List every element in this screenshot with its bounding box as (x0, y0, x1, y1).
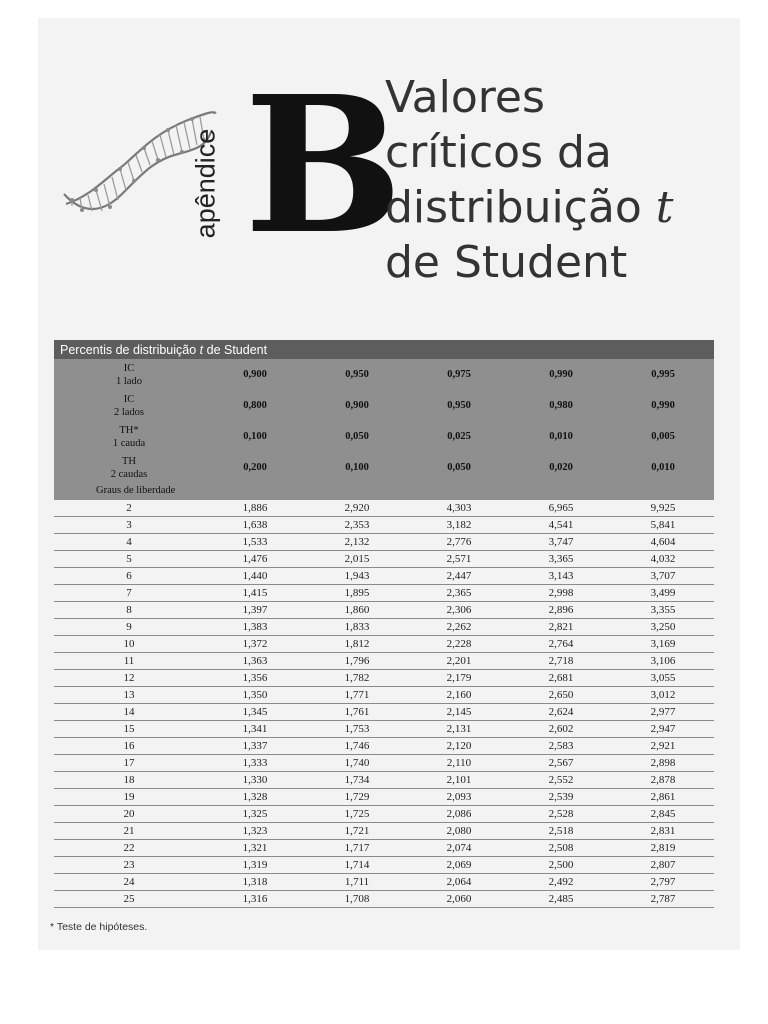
critical-value-cell: 1,363 (204, 653, 306, 670)
degrees-of-freedom-cell: 24 (54, 874, 204, 891)
critical-value-cell: 2,650 (510, 687, 612, 704)
header-value: 0,200 (204, 452, 306, 483)
critical-value-cell: 2,831 (612, 823, 714, 840)
critical-value-cell: 2,861 (612, 789, 714, 806)
critical-value-cell: 1,746 (306, 738, 408, 755)
degrees-of-freedom-cell: 21 (54, 823, 204, 840)
critical-value-cell: 2,306 (408, 602, 510, 619)
critical-value-cell: 2,353 (306, 517, 408, 534)
title-line: críticos da (385, 127, 612, 178)
table-row (54, 721, 714, 738)
critical-value-cell: 1,318 (204, 874, 306, 891)
critical-value-cell: 2,160 (408, 687, 510, 704)
critical-value-cell: 2,080 (408, 823, 510, 840)
header-label-line: 1 cauda (112, 437, 146, 449)
degrees-of-freedom-cell: 16 (54, 738, 204, 755)
header-value: 0,010 (612, 452, 714, 483)
critical-value-cell: 1,321 (204, 840, 306, 857)
t-distribution-table (54, 340, 714, 908)
critical-value-cell: 2,145 (408, 704, 510, 721)
critical-value-cell: 2,262 (408, 619, 510, 636)
critical-value-cell: 3,143 (510, 568, 612, 585)
header-value: 0,005 (612, 421, 714, 452)
critical-value-cell: 2,539 (510, 789, 612, 806)
header-label-line: 2 caudas (110, 468, 148, 480)
critical-value-cell: 2,947 (612, 721, 714, 738)
critical-value-cell: 2,819 (612, 840, 714, 857)
degrees-of-freedom-cell: 9 (54, 619, 204, 636)
caption-text: de Student (203, 342, 268, 357)
df-label: Graus de liberdade (54, 483, 204, 500)
critical-value-cell: 1,721 (306, 823, 408, 840)
critical-value-cell: 2,776 (408, 534, 510, 551)
degrees-of-freedom-cell: 22 (54, 840, 204, 857)
table-caption (54, 340, 714, 359)
critical-value-cell: 1,782 (306, 670, 408, 687)
critical-value-cell: 1,753 (306, 721, 408, 738)
critical-value-cell: 1,714 (306, 857, 408, 874)
critical-value-cell: 2,624 (510, 704, 612, 721)
critical-value-cell: 2,787 (612, 891, 714, 908)
critical-value-cell: 1,708 (306, 891, 408, 908)
table-row (54, 789, 714, 806)
critical-value-cell: 1,734 (306, 772, 408, 789)
critical-value-cell: 2,110 (408, 755, 510, 772)
critical-value-cell: 1,833 (306, 619, 408, 636)
header-value: 0,980 (510, 390, 612, 421)
critical-value-cell: 2,878 (612, 772, 714, 789)
critical-value-cell: 3,169 (612, 636, 714, 653)
critical-value-cell: 6,965 (510, 500, 612, 517)
critical-value-cell: 2,896 (510, 602, 612, 619)
degrees-of-freedom-cell: 20 (54, 806, 204, 823)
table-row (54, 670, 714, 687)
table-row (54, 585, 714, 602)
table-row (54, 806, 714, 823)
critical-value-cell: 2,797 (612, 874, 714, 891)
critical-value-cell: 1,328 (204, 789, 306, 806)
caption-text: Percentis de distribuição (60, 342, 200, 357)
critical-value-cell: 2,528 (510, 806, 612, 823)
df-spacer (204, 483, 306, 500)
critical-value-cell: 3,182 (408, 517, 510, 534)
critical-value-cell: 2,485 (510, 891, 612, 908)
header-row (54, 421, 714, 452)
degrees-of-freedom-cell: 10 (54, 636, 204, 653)
critical-value-cell: 2,228 (408, 636, 510, 653)
critical-value-cell: 3,355 (612, 602, 714, 619)
critical-value-cell: 2,681 (510, 670, 612, 687)
critical-value-cell: 3,707 (612, 568, 714, 585)
header-value: 0,050 (408, 452, 510, 483)
critical-value-cell: 2,074 (408, 840, 510, 857)
critical-value-cell: 9,925 (612, 500, 714, 517)
critical-value-cell: 1,319 (204, 857, 306, 874)
header-value: 0,020 (510, 452, 612, 483)
critical-value-cell: 2,845 (612, 806, 714, 823)
header-label-line: IC (123, 362, 135, 374)
critical-value-cell: 2,132 (306, 534, 408, 551)
header-label-line: TH* (119, 424, 139, 436)
degrees-of-freedom-cell: 5 (54, 551, 204, 568)
critical-value-cell: 5,841 (612, 517, 714, 534)
table-row (54, 840, 714, 857)
header-label-line: TH (122, 455, 136, 467)
degrees-of-freedom-cell: 3 (54, 517, 204, 534)
header-value: 0,950 (408, 390, 510, 421)
critical-value-cell: 2,179 (408, 670, 510, 687)
critical-value-cell: 2,492 (510, 874, 612, 891)
critical-value-cell: 2,131 (408, 721, 510, 738)
chapter-header (38, 18, 740, 318)
critical-value-cell: 2,086 (408, 806, 510, 823)
critical-value-cell: 1,350 (204, 687, 306, 704)
critical-value-cell: 3,055 (612, 670, 714, 687)
critical-value-cell: 1,323 (204, 823, 306, 840)
header-value: 0,900 (306, 390, 408, 421)
degrees-of-freedom-cell: 6 (54, 568, 204, 585)
critical-value-cell: 2,015 (306, 551, 408, 568)
critical-value-cell: 1,356 (204, 670, 306, 687)
table-row (54, 704, 714, 721)
table-row (54, 823, 714, 840)
critical-value-cell: 1,638 (204, 517, 306, 534)
critical-value-cell: 4,303 (408, 500, 510, 517)
degrees-of-freedom-cell: 11 (54, 653, 204, 670)
table-row (54, 517, 714, 534)
critical-value-cell: 3,250 (612, 619, 714, 636)
critical-value-cell: 1,440 (204, 568, 306, 585)
critical-value-cell: 1,316 (204, 891, 306, 908)
critical-value-cell: 1,333 (204, 755, 306, 772)
table-row (54, 755, 714, 772)
table-row (54, 534, 714, 551)
critical-value-cell: 1,895 (306, 585, 408, 602)
critical-value-cell: 2,567 (510, 755, 612, 772)
critical-value-cell: 1,812 (306, 636, 408, 653)
critical-value-cell: 1,533 (204, 534, 306, 551)
title-line: de Student (385, 237, 628, 288)
header-value: 0,025 (408, 421, 510, 452)
table-row (54, 551, 714, 568)
header-label (54, 390, 204, 421)
df-header-row (54, 483, 714, 500)
critical-value-cell: 2,583 (510, 738, 612, 755)
critical-value-cell: 1,740 (306, 755, 408, 772)
critical-value-cell: 2,552 (510, 772, 612, 789)
header-value: 0,010 (510, 421, 612, 452)
critical-value-cell: 2,602 (510, 721, 612, 738)
critical-value-cell: 2,069 (408, 857, 510, 874)
critical-value-cell: 1,711 (306, 874, 408, 891)
chapter-title (385, 70, 735, 290)
critical-value-cell: 2,093 (408, 789, 510, 806)
critical-value-cell: 2,500 (510, 857, 612, 874)
critical-value-cell: 2,120 (408, 738, 510, 755)
header-row (54, 390, 714, 421)
degrees-of-freedom-cell: 19 (54, 789, 204, 806)
appendix-label: apêndice (190, 128, 221, 239)
critical-value-cell: 1,476 (204, 551, 306, 568)
title-italic-t: t (655, 182, 674, 233)
header-value: 0,100 (306, 452, 408, 483)
critical-value-cell: 1,761 (306, 704, 408, 721)
critical-value-cell: 2,201 (408, 653, 510, 670)
critical-value-cell: 1,345 (204, 704, 306, 721)
critical-value-cell: 1,725 (306, 806, 408, 823)
degrees-of-freedom-cell: 14 (54, 704, 204, 721)
degrees-of-freedom-cell: 25 (54, 891, 204, 908)
df-spacer (408, 483, 510, 500)
table-row (54, 687, 714, 704)
table-row (54, 874, 714, 891)
critical-value-cell: 2,921 (612, 738, 714, 755)
critical-value-cell: 2,718 (510, 653, 612, 670)
critical-value-cell: 2,060 (408, 891, 510, 908)
degrees-of-freedom-cell: 4 (54, 534, 204, 551)
critical-value-cell: 1,717 (306, 840, 408, 857)
table-row (54, 636, 714, 653)
critical-value-cell: 2,998 (510, 585, 612, 602)
header-value: 0,900 (204, 359, 306, 390)
critical-value-cell: 3,365 (510, 551, 612, 568)
degrees-of-freedom-cell: 17 (54, 755, 204, 772)
critical-value-cell: 2,101 (408, 772, 510, 789)
degrees-of-freedom-cell: 12 (54, 670, 204, 687)
header-value: 0,990 (612, 390, 714, 421)
header-label (54, 421, 204, 452)
table-row (54, 602, 714, 619)
critical-value-cell: 1,943 (306, 568, 408, 585)
table-row (54, 619, 714, 636)
critical-value-cell: 1,383 (204, 619, 306, 636)
table-row (54, 891, 714, 908)
critical-value-cell: 2,064 (408, 874, 510, 891)
header-value: 0,050 (306, 421, 408, 452)
table-row (54, 653, 714, 670)
degrees-of-freedom-cell: 23 (54, 857, 204, 874)
title-word: distribuição (385, 182, 642, 233)
critical-value-cell: 1,330 (204, 772, 306, 789)
header-value: 0,990 (510, 359, 612, 390)
header-label (54, 359, 204, 390)
degrees-of-freedom-cell: 2 (54, 500, 204, 517)
table-row (54, 500, 714, 517)
title-line: Valores (385, 72, 545, 123)
critical-value-cell: 3,499 (612, 585, 714, 602)
df-spacer (612, 483, 714, 500)
table-row (54, 857, 714, 874)
critical-value-cell: 2,365 (408, 585, 510, 602)
header-value: 0,995 (612, 359, 714, 390)
degrees-of-freedom-cell: 18 (54, 772, 204, 789)
critical-value-cell: 1,886 (204, 500, 306, 517)
critical-value-cell: 2,518 (510, 823, 612, 840)
critical-value-cell: 2,571 (408, 551, 510, 568)
critical-value-cell: 1,771 (306, 687, 408, 704)
critical-value-cell: 1,372 (204, 636, 306, 653)
critical-value-cell: 1,397 (204, 602, 306, 619)
header-value: 0,100 (204, 421, 306, 452)
critical-value-cell: 1,415 (204, 585, 306, 602)
degrees-of-freedom-cell: 15 (54, 721, 204, 738)
header-value: 0,950 (306, 359, 408, 390)
header-label-line: IC (123, 393, 135, 405)
table-row (54, 738, 714, 755)
df-spacer (306, 483, 408, 500)
degrees-of-freedom-cell: 7 (54, 585, 204, 602)
header-row (54, 359, 714, 390)
critical-value-cell: 3,106 (612, 653, 714, 670)
critical-value-cell: 2,807 (612, 857, 714, 874)
book-page (38, 18, 740, 950)
critical-value-cell: 1,860 (306, 602, 408, 619)
header-label-line: 1 lado (116, 375, 142, 387)
critical-value-cell: 4,604 (612, 534, 714, 551)
header-label (54, 452, 204, 483)
critical-value-cell: 1,729 (306, 789, 408, 806)
critical-value-cell: 1,325 (204, 806, 306, 823)
title-line (385, 180, 735, 235)
critical-value-cell: 1,337 (204, 738, 306, 755)
critical-value-cell: 2,447 (408, 568, 510, 585)
header-label-line: 2 lados (113, 406, 145, 418)
caption-italic-t: t (199, 342, 204, 357)
header-row (54, 452, 714, 483)
table-row (54, 772, 714, 789)
degrees-of-freedom-cell: 13 (54, 687, 204, 704)
header-value: 0,975 (408, 359, 510, 390)
critical-value-cell: 1,341 (204, 721, 306, 738)
critical-value-cell: 2,508 (510, 840, 612, 857)
header-value: 0,800 (204, 390, 306, 421)
critical-value-cell: 2,898 (612, 755, 714, 772)
critical-value-cell: 2,977 (612, 704, 714, 721)
critical-value-cell: 1,796 (306, 653, 408, 670)
degrees-of-freedom-cell: 8 (54, 602, 204, 619)
critical-value-cell: 2,920 (306, 500, 408, 517)
footnote: * Teste de hipóteses. (50, 921, 148, 933)
df-spacer (510, 483, 612, 500)
critical-value-cell: 3,012 (612, 687, 714, 704)
appendix-letter: B (244, 55, 399, 276)
critical-value-cell: 4,032 (612, 551, 714, 568)
critical-value-cell: 4,541 (510, 517, 612, 534)
critical-value-cell: 2,764 (510, 636, 612, 653)
table-row (54, 568, 714, 585)
critical-value-cell: 3,747 (510, 534, 612, 551)
critical-value-cell: 2,821 (510, 619, 612, 636)
